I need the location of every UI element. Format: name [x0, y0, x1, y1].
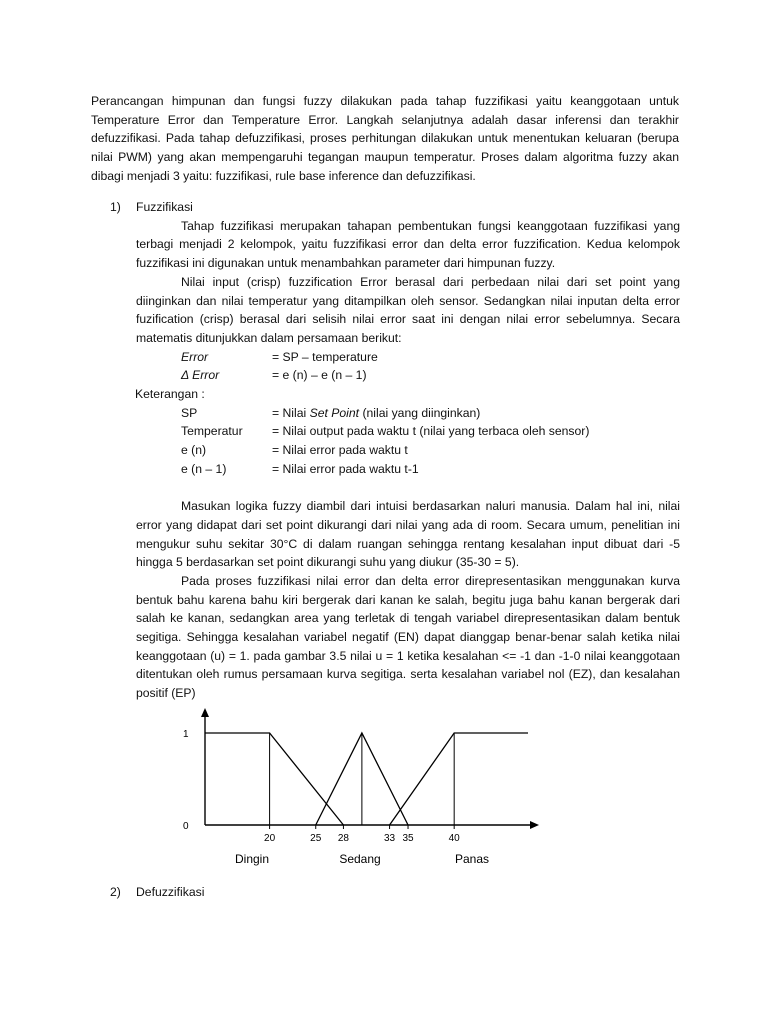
keterangan-heading: Keterangan : [135, 386, 205, 401]
formula-expression: = SP – temperature [272, 349, 378, 364]
keterangan-row-en-1 [136, 460, 680, 479]
keterangan-value: = Nilai Set Point (nilai yang diinginkan) [272, 405, 481, 420]
legend-label-panas: Panas [454, 852, 490, 866]
x-tick-label: 25 [310, 833, 322, 844]
section-number: 1) [110, 200, 121, 214]
section-title: Defuzzifikasi [136, 885, 205, 899]
intro-paragraph: Perancangan himpunan dan fungsi fuzzy dilakukan pada tahap fuzzifikasi yaitu keanggotaan untuk Temperature Error dan Temperature Error. Langkah selanjutnya adalah dasar inferensi dan terakhir defuzzifikasi. Pada tahap defuzzifikasi, proses perhitungan dilakukan untuk menentukan keluaran (berupa nilai PWM) yang akan mempengaruhi tegangan maupun temperatur. Proses dalam algoritma fuzzy akan dibagi menjadi 3 yaitu: fuzzifikasi, rule base inference dan defuzzifikasi. [91, 94, 679, 183]
formula-label: Error [181, 349, 209, 364]
keterangan-row-en [136, 441, 680, 460]
keterangan-row-sp [136, 404, 680, 423]
formula-error [136, 348, 680, 367]
keterangan-value: = Nilai error pada waktu t-1 [272, 461, 419, 476]
series-line-panas [390, 733, 528, 825]
x-tick-label: 20 [264, 833, 276, 844]
x-tick-label: 40 [448, 833, 460, 844]
paragraph-fuzzifikasi-3: Masukan logika fuzzy diambil dari intuisi berdasarkan naluri manusia. Dalam hal ini, nilai error yang didapat dari set point dikurangi dari nilai yang ada di room. Secara umum, penelitian ini mengukur suhu sekitar 30°C di dalam ruangan sehingga rentang kesalahan input dibuat dari -5 hingga 5 berdasarkan set point dikurangi suhu yang diukur (35-30 = 5). [136, 499, 680, 570]
section-number: 2) [110, 885, 121, 899]
keterangan-value: = Nilai error pada waktu t [272, 443, 408, 458]
formula-label: Δ Error [181, 368, 220, 383]
section-body [136, 217, 680, 703]
formula-delta-error [136, 366, 680, 385]
x-tick-label: 35 [402, 833, 414, 844]
section-title: Fuzzifikasi [136, 200, 193, 214]
y-axis-arrow [201, 708, 209, 717]
keterangan-label: e (n – 1) [181, 461, 227, 476]
keterangan-value: = Nilai output pada waktu t (nilai yang terbaca oleh sensor) [272, 424, 590, 439]
formula-expression: = e (n) – e (n – 1) [272, 368, 367, 383]
membership-chart [160, 705, 540, 875]
paragraph-fuzzifikasi-1: Tahap fuzzifikasi merupakan tahapan pembentukan fungsi keanggotaan fuzzifikasi yang terbagi menjadi 2 kelompok, yaitu fuzzifikasi error dan delta error fuzzification. Kedua kelompok fuzzifikasi ini digunakan untuk menambahkan parameter dari himpunan fuzzy. [136, 218, 680, 271]
legend-label-dingin: Dingin [234, 852, 270, 866]
x-tick-label: 28 [337, 833, 349, 844]
keterangan-label: e (n) [181, 443, 207, 458]
x-tick-label: 33 [384, 833, 396, 844]
keterangan-emphasis: Set Point [309, 405, 360, 420]
y-tick-label: 1 [183, 729, 189, 740]
y-tick-label: 0 [183, 821, 189, 832]
membership-chart-svg [160, 705, 540, 875]
paragraph-fuzzifikasi-2: Nilai input (crisp) fuzzification Error berasal dari perbedaan nilai dari set point yang diinginkan dan nilai temperatur yang ditampilkan oleh sensor. Sedangkan nilai inputan delta error fuzification (crisp) berasal dari selisih nilai error saat ini dengan nilai error sebelumnya. Secara matematis ditunjukkan dalam persamaan berikut: [136, 274, 680, 345]
keterangan-label: SP [181, 405, 198, 420]
paragraph-fuzzifikasi-4: Pada proses fuzzifikasi nilai error dan delta error direpresentasikan menggunakan kurva bentuk bahu karena bahu kiri bergerak dari kanan ke salah, begitu juga bahu kanan bergerak dari salah ke kanan, sedangkan area yang terletak di tengah variabel direpresentasikan dalam bentuk segitiga. Sehingga kesalahan variabel negatif (EN) dapat dianggap benar-benar salah ketika nilai keanggotaan (u) = 1. pada gambar 3.5 nilai u = 1 ketika kesalahan <= -1 dan -1-0 nilai keanggotaan ditentukan oleh rumus persamaan kurva segitiga. serta kesalahan variabel nol (EZ), dan kesalahan positif (EP) [136, 573, 680, 701]
legend-label-sedang: Sedang [339, 852, 381, 866]
x-axis-arrow [530, 821, 539, 829]
keterangan-label: Temperatur [181, 424, 243, 439]
keterangan-row-temperatur [136, 422, 680, 441]
